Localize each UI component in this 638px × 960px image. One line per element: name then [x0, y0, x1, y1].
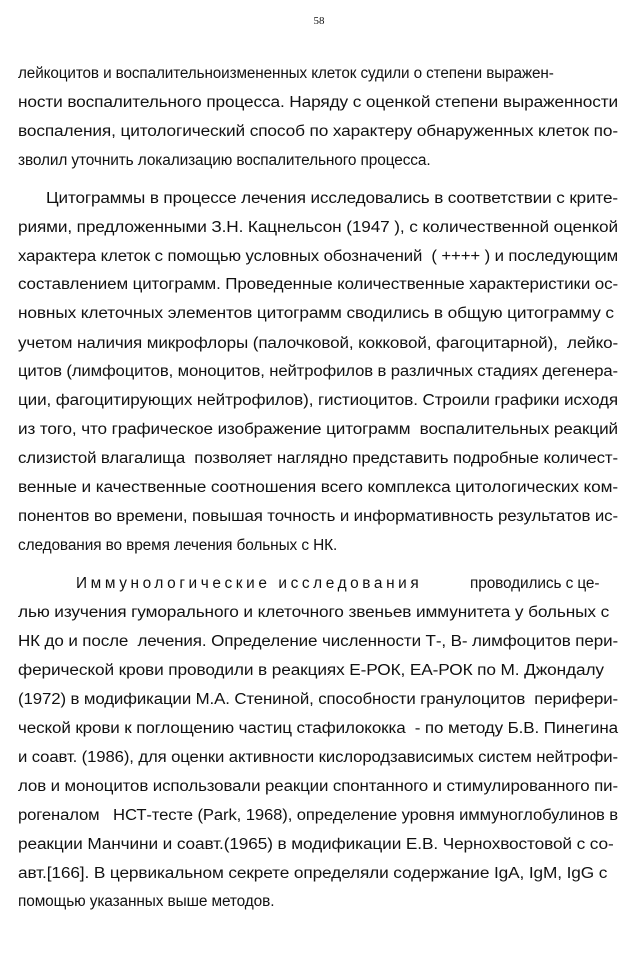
page-number: 58: [313, 15, 325, 27]
text-line: рогеналом НСТ-тесте (Park, 1968), определение уровня иммуноглобулинов в: [18, 807, 619, 824]
text-line: новных клеточных элементов цитограмм сводились в общую цитограмму с: [18, 305, 614, 322]
text-line: реакции Манчини и соавт.(1965) в модификации Е.В. Чернохвостовой с со-: [18, 836, 614, 853]
text-line: характера клеток с помощью условных обозначений ( ++++ ) и последующим: [18, 248, 619, 265]
text-line: ции, фагоцитирующих нейтрофилов), гистиоцитов. Строили графики исходя: [18, 392, 618, 409]
text-line: ности воспалительного процесса. Наряду с оценкой степени выраженности: [18, 94, 618, 111]
text-line: слизистой влагалища позволяет наглядно представить подробные количест-: [18, 450, 619, 467]
text-line: помощью указанных выше методов.: [18, 893, 275, 910]
text-line: ферической крови проводили в реакциях Е-РОК, ЕА-РОК по М. Джондалу: [18, 662, 604, 679]
text-line: авт.[166]. В цервикальном секрете определяли содержание IgA, IgM, IgG с: [18, 865, 608, 882]
text-line: (1972) в модификации М.А. Стениной, способности гранулоцитов перифери-: [18, 691, 618, 708]
text-line: учетом наличия микрофлоры (палочковой, кокковой, фагоцитарной), лейко-: [18, 335, 619, 352]
text-line: воспаления, цитологический способ по характеру обнаруженных клеток по-: [18, 123, 618, 140]
text-line: из того, что графическое изображение цитограмм воспалительных реакций: [18, 421, 619, 438]
text-line: цитов (лимфоцитов, моноцитов, нейтрофилов в различных стадиях дегенера-: [18, 363, 618, 380]
text-line: риями, предложенными З.Н. Кацнельсон (1947 ), с количественной оценкой: [18, 219, 619, 236]
section-heading-spaced: Иммунологические исследования: [76, 575, 423, 592]
text-line: лью изучения гуморального и клеточного звеньев иммунитета у больных с: [18, 604, 610, 621]
text-line: Цитограммы в процессе лечения исследовались в соответствии с крите-: [46, 190, 618, 207]
text-line: понентов во времени, повышая точность и информативность результатов ис-: [18, 508, 618, 525]
text-line: венные и качественные соотношения всего комплекса цитологических ком-: [18, 479, 618, 496]
text-line: ческой крови к поглощению частиц стафилококка - по методу Б.В. Пинегина: [18, 720, 618, 737]
text-line: лов и моноцитов использовали реакции спонтанного и стимулированного пи-: [18, 778, 619, 795]
text-line: зволил уточнить локализацию воспалительного процесса.: [18, 152, 431, 169]
text-line: проводились с це-: [470, 575, 600, 592]
text-line: лейкоцитов и воспалительноизмененных клеток судили о степени выражен-: [18, 65, 554, 82]
text-line: НК до и после лечения. Определение численности Т-, В- лимфоцитов пери-: [18, 633, 619, 650]
text-line: следования во время лечения больных с НК.: [18, 537, 338, 554]
text-line: составлением цитограмм. Проведенные количественные характеристики ос-: [18, 276, 618, 293]
text-line: и соавт. (1986), для оценки активности кислородзависимых систем нейтрофи-: [18, 749, 618, 766]
